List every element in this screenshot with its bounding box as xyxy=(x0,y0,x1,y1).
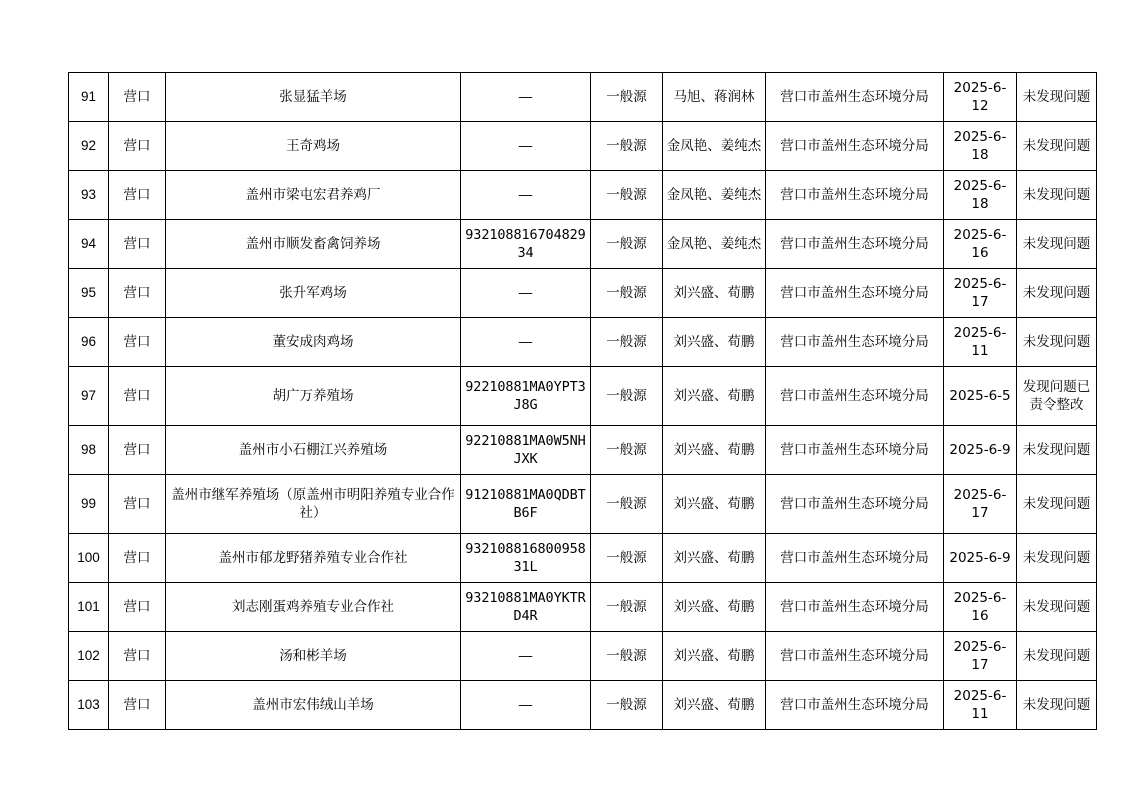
cell-city: 营口 xyxy=(109,426,166,475)
cell-date: 2025-6-9 xyxy=(944,426,1017,475)
cell-city: 营口 xyxy=(109,632,166,681)
cell-city: 营口 xyxy=(109,534,166,583)
cell-city: 营口 xyxy=(109,220,166,269)
cell-bureau: 营口市盖州生态环境分局 xyxy=(766,475,944,534)
cell-code: — xyxy=(461,73,591,122)
cell-result: 未发现问题 xyxy=(1017,583,1097,632)
cell-name: 刘志刚蛋鸡养殖专业合作社 xyxy=(166,583,461,632)
cell-bureau: 营口市盖州生态环境分局 xyxy=(766,269,944,318)
cell-type: 一般源 xyxy=(591,681,663,730)
cell-code: 92210881MA0W5NHJXK xyxy=(461,426,591,475)
cell-person: 刘兴盛、荀鹏 xyxy=(663,269,766,318)
inspection-table-container xyxy=(68,72,1091,730)
cell-city: 营口 xyxy=(109,171,166,220)
cell-index: 98 xyxy=(69,426,109,475)
cell-date: 2025-6-16 xyxy=(944,220,1017,269)
cell-bureau: 营口市盖州生态环境分局 xyxy=(766,73,944,122)
cell-person: 金凤艳、姜纯杰 xyxy=(663,220,766,269)
cell-bureau: 营口市盖州生态环境分局 xyxy=(766,367,944,426)
cell-result: 未发现问题 xyxy=(1017,122,1097,171)
table-row xyxy=(69,122,1097,171)
cell-result: 未发现问题 xyxy=(1017,269,1097,318)
cell-code: — xyxy=(461,122,591,171)
cell-city: 营口 xyxy=(109,318,166,367)
cell-city: 营口 xyxy=(109,73,166,122)
cell-type: 一般源 xyxy=(591,632,663,681)
cell-index: 93 xyxy=(69,171,109,220)
cell-bureau: 营口市盖州生态环境分局 xyxy=(766,426,944,475)
cell-type: 一般源 xyxy=(591,367,663,426)
cell-person: 刘兴盛、荀鹏 xyxy=(663,318,766,367)
table-row xyxy=(69,269,1097,318)
cell-type: 一般源 xyxy=(591,73,663,122)
cell-result: 未发现问题 xyxy=(1017,318,1097,367)
cell-date: 2025-6-16 xyxy=(944,583,1017,632)
cell-type: 一般源 xyxy=(591,318,663,367)
cell-date: 2025-6-17 xyxy=(944,475,1017,534)
cell-index: 91 xyxy=(69,73,109,122)
cell-person: 金凤艳、姜纯杰 xyxy=(663,122,766,171)
cell-city: 营口 xyxy=(109,681,166,730)
cell-date: 2025-6-12 xyxy=(944,73,1017,122)
table-row xyxy=(69,318,1097,367)
cell-person: 刘兴盛、荀鹏 xyxy=(663,426,766,475)
cell-result: 未发现问题 xyxy=(1017,681,1097,730)
cell-name: 盖州市顺发畜禽饲养场 xyxy=(166,220,461,269)
cell-index: 102 xyxy=(69,632,109,681)
cell-index: 97 xyxy=(69,367,109,426)
cell-date: 2025-6-17 xyxy=(944,269,1017,318)
cell-name: 王奇鸡场 xyxy=(166,122,461,171)
cell-person: 刘兴盛、荀鹏 xyxy=(663,475,766,534)
cell-result: 未发现问题 xyxy=(1017,426,1097,475)
cell-result: 未发现问题 xyxy=(1017,632,1097,681)
cell-type: 一般源 xyxy=(591,269,663,318)
cell-code: 93210881680095831L xyxy=(461,534,591,583)
cell-type: 一般源 xyxy=(591,220,663,269)
cell-index: 101 xyxy=(69,583,109,632)
cell-date: 2025-6-5 xyxy=(944,367,1017,426)
table-row xyxy=(69,583,1097,632)
cell-name: 张升军鸡场 xyxy=(166,269,461,318)
cell-result: 未发现问题 xyxy=(1017,73,1097,122)
cell-city: 营口 xyxy=(109,475,166,534)
cell-type: 一般源 xyxy=(591,171,663,220)
cell-city: 营口 xyxy=(109,583,166,632)
cell-person: 刘兴盛、荀鹏 xyxy=(663,367,766,426)
table-row xyxy=(69,171,1097,220)
cell-code: 93210881670482934 xyxy=(461,220,591,269)
cell-index: 92 xyxy=(69,122,109,171)
cell-name: 盖州市梁屯宏君养鸡厂 xyxy=(166,171,461,220)
cell-code: 93210881MA0YKTRD4R xyxy=(461,583,591,632)
cell-result: 未发现问题 xyxy=(1017,534,1097,583)
cell-person: 马旭、蒋润林 xyxy=(663,73,766,122)
table-row xyxy=(69,220,1097,269)
cell-code: 91210881MA0QDBTB6F xyxy=(461,475,591,534)
table-row xyxy=(69,681,1097,730)
cell-index: 103 xyxy=(69,681,109,730)
cell-bureau: 营口市盖州生态环境分局 xyxy=(766,171,944,220)
cell-name: 董安成肉鸡场 xyxy=(166,318,461,367)
cell-code: — xyxy=(461,171,591,220)
cell-name: 盖州市郁龙野猪养殖专业合作社 xyxy=(166,534,461,583)
cell-result: 未发现问题 xyxy=(1017,220,1097,269)
cell-bureau: 营口市盖州生态环境分局 xyxy=(766,534,944,583)
cell-bureau: 营口市盖州生态环境分局 xyxy=(766,318,944,367)
table-row xyxy=(69,426,1097,475)
cell-type: 一般源 xyxy=(591,583,663,632)
cell-result: 未发现问题 xyxy=(1017,171,1097,220)
cell-city: 营口 xyxy=(109,122,166,171)
cell-bureau: 营口市盖州生态环境分局 xyxy=(766,122,944,171)
table-row xyxy=(69,475,1097,534)
cell-bureau: 营口市盖州生态环境分局 xyxy=(766,583,944,632)
cell-index: 99 xyxy=(69,475,109,534)
cell-name: 张显猛羊场 xyxy=(166,73,461,122)
cell-code: — xyxy=(461,318,591,367)
cell-index: 96 xyxy=(69,318,109,367)
cell-city: 营口 xyxy=(109,367,166,426)
cell-index: 100 xyxy=(69,534,109,583)
cell-name: 盖州市继军养殖场（原盖州市明阳养殖专业合作社） xyxy=(166,475,461,534)
cell-date: 2025-6-18 xyxy=(944,122,1017,171)
cell-code: — xyxy=(461,269,591,318)
cell-person: 刘兴盛、荀鹏 xyxy=(663,681,766,730)
table-row xyxy=(69,367,1097,426)
cell-bureau: 营口市盖州生态环境分局 xyxy=(766,681,944,730)
cell-bureau: 营口市盖州生态环境分局 xyxy=(766,632,944,681)
cell-code: 92210881MA0YPT3J8G xyxy=(461,367,591,426)
cell-result: 发现问题已责令整改 xyxy=(1017,367,1097,426)
cell-name: 胡广万养殖场 xyxy=(166,367,461,426)
cell-type: 一般源 xyxy=(591,426,663,475)
cell-index: 95 xyxy=(69,269,109,318)
cell-person: 刘兴盛、荀鹏 xyxy=(663,632,766,681)
cell-code: — xyxy=(461,681,591,730)
cell-person: 刘兴盛、荀鹏 xyxy=(663,583,766,632)
cell-person: 刘兴盛、荀鹏 xyxy=(663,534,766,583)
table-row xyxy=(69,73,1097,122)
cell-person: 金凤艳、姜纯杰 xyxy=(663,171,766,220)
table-row xyxy=(69,534,1097,583)
cell-date: 2025-6-17 xyxy=(944,632,1017,681)
cell-name: 盖州市宏伟绒山羊场 xyxy=(166,681,461,730)
cell-result: 未发现问题 xyxy=(1017,475,1097,534)
inspection-table xyxy=(68,72,1097,730)
cell-type: 一般源 xyxy=(591,122,663,171)
table-row xyxy=(69,632,1097,681)
cell-bureau: 营口市盖州生态环境分局 xyxy=(766,220,944,269)
cell-index: 94 xyxy=(69,220,109,269)
cell-name: 汤和彬羊场 xyxy=(166,632,461,681)
cell-code: — xyxy=(461,632,591,681)
cell-date: 2025-6-11 xyxy=(944,681,1017,730)
cell-city: 营口 xyxy=(109,269,166,318)
cell-date: 2025-6-11 xyxy=(944,318,1017,367)
cell-name: 盖州市小石棚江兴养殖场 xyxy=(166,426,461,475)
cell-type: 一般源 xyxy=(591,534,663,583)
cell-date: 2025-6-18 xyxy=(944,171,1017,220)
cell-date: 2025-6-9 xyxy=(944,534,1017,583)
cell-type: 一般源 xyxy=(591,475,663,534)
